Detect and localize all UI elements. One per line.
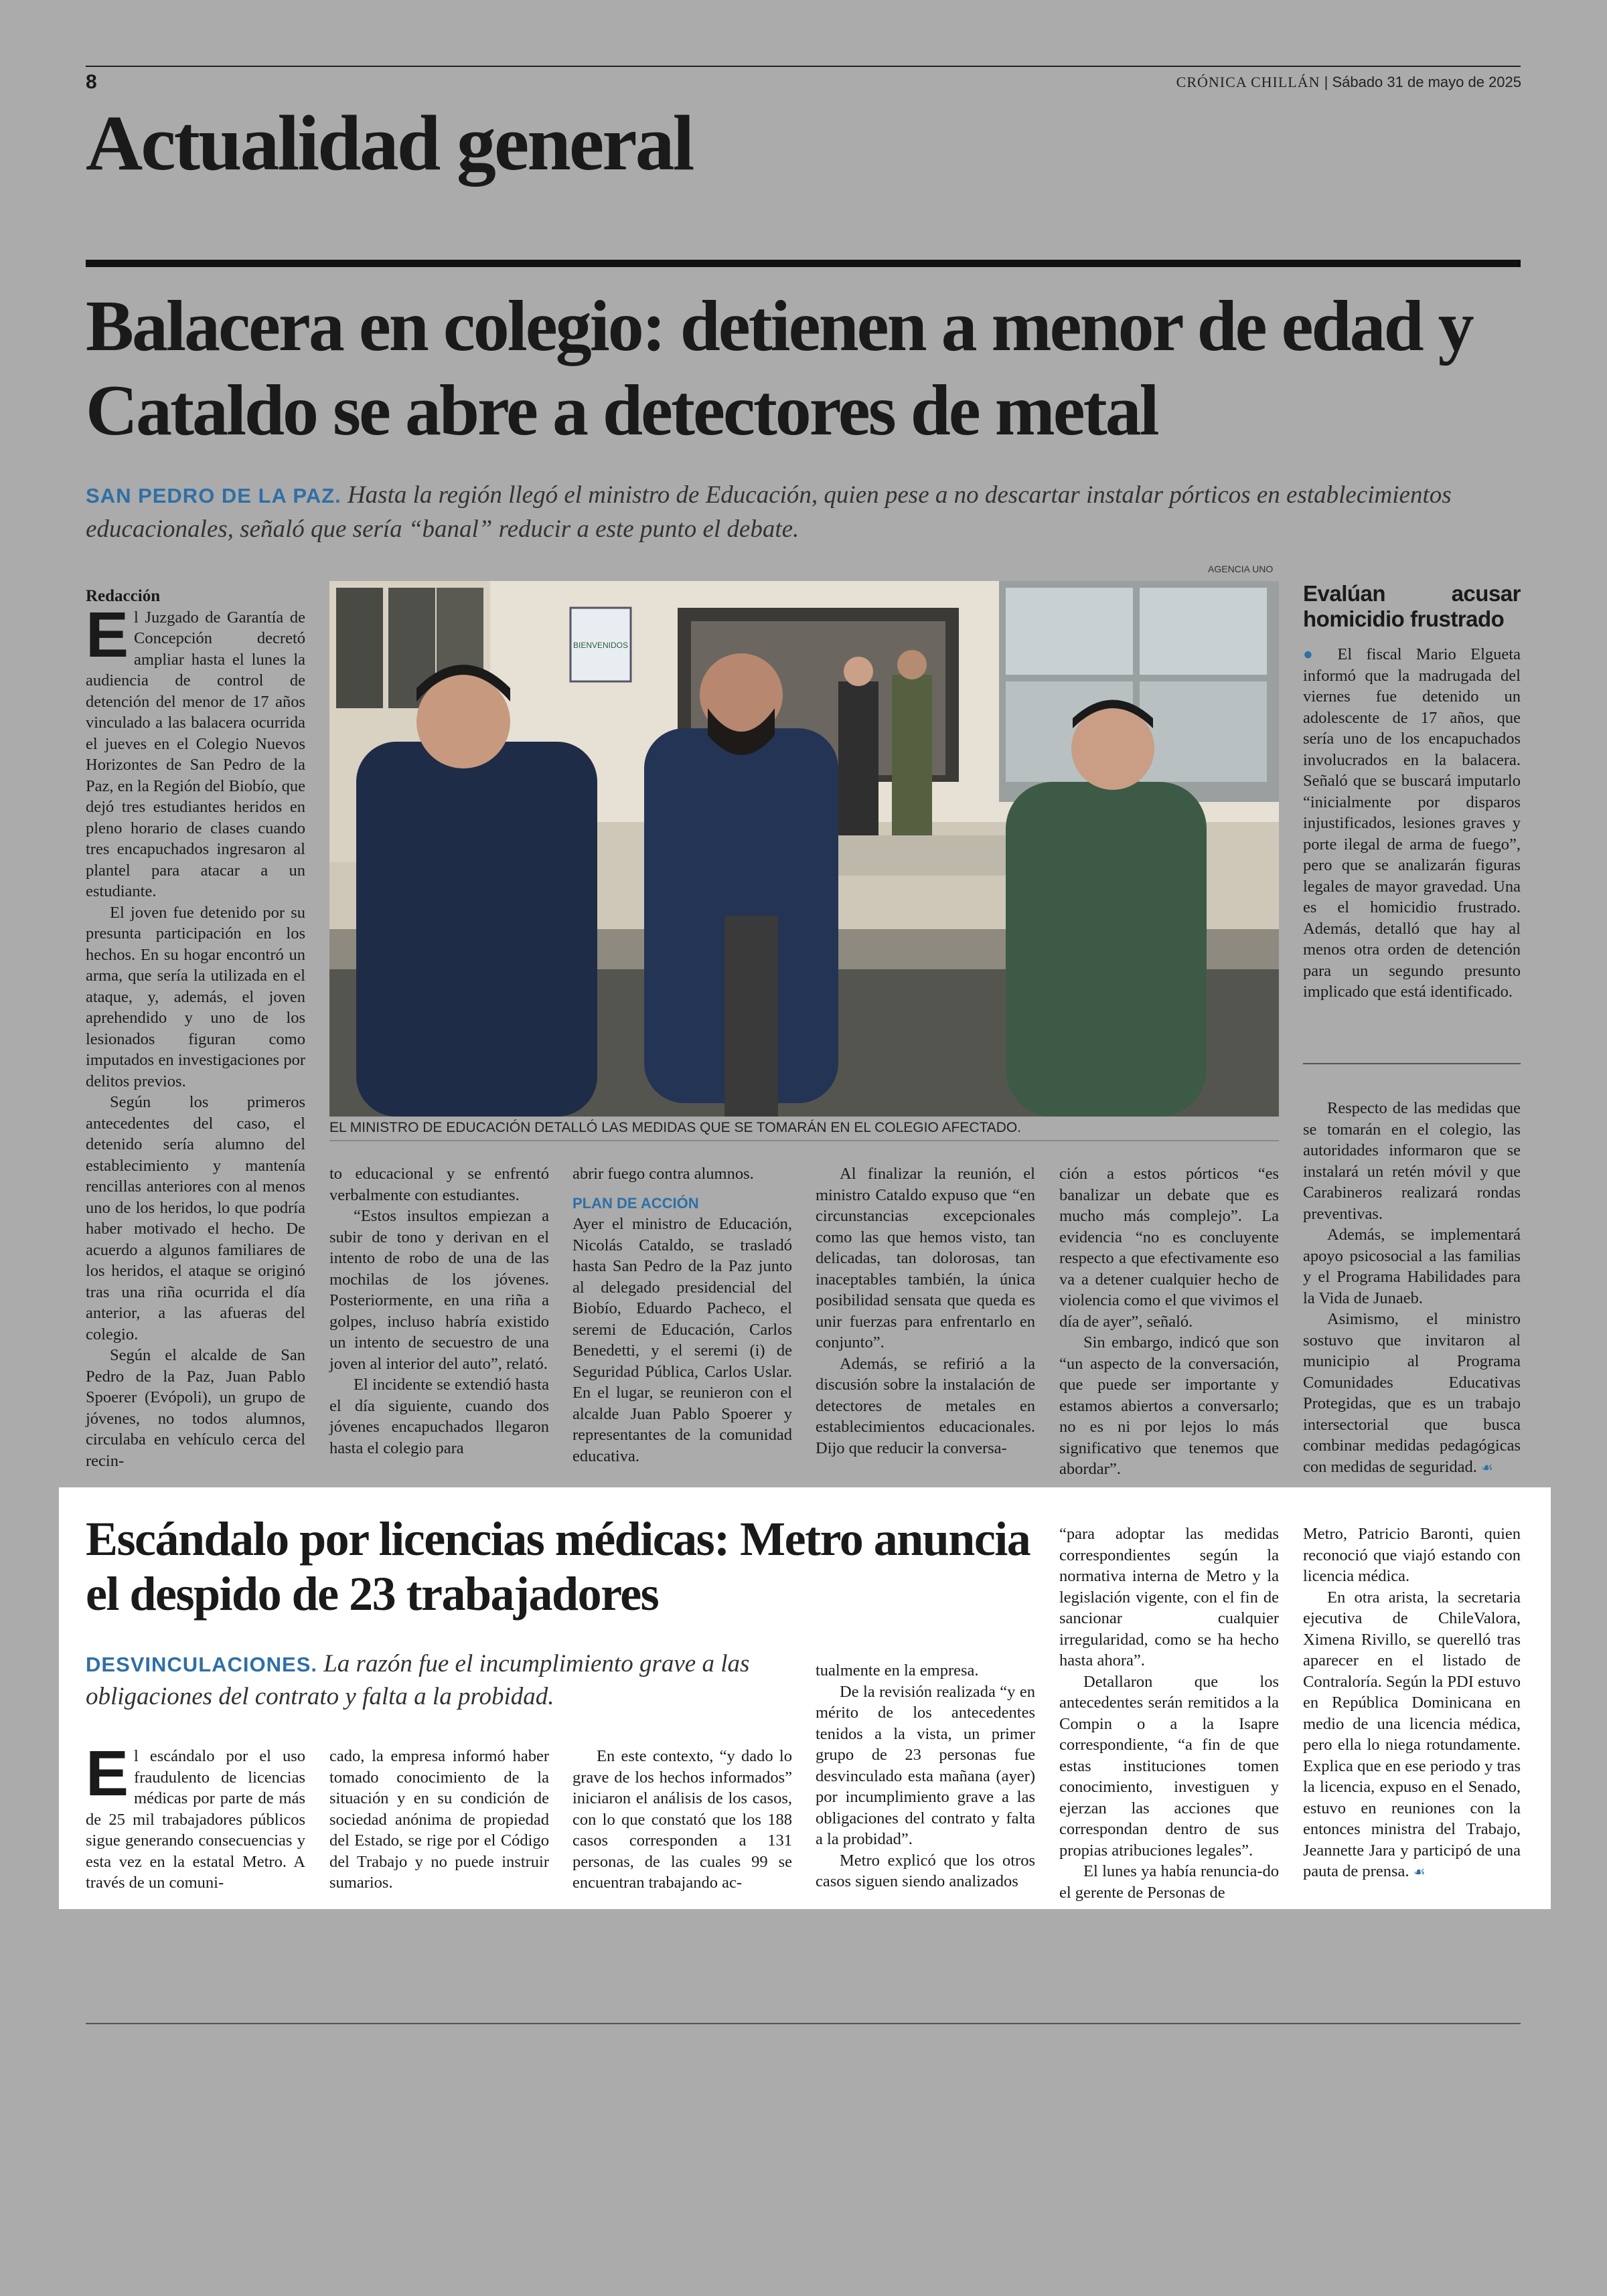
article2-paragraph: tualmente en la empresa. (816, 1661, 979, 1679)
article1-lead-paragraph (86, 598, 305, 902)
article2-kicker: DESVINCULACIONES. (86, 1653, 317, 1676)
publication-line: CRÓNICA CHILLÁN | Sábado 31 de mayo de 2025 (1176, 74, 1521, 90)
photo-illustration (329, 581, 1279, 1117)
article1-column-6 (1303, 1098, 1521, 1478)
article1-paragraph: Al finalizar la reunión, el ministro Cataldo expuso que “en circunstancias excepcionales como las que hemos visto, tan delicadas, tan dolorosas, tan inaceptables también, la única posibilidad sensata que queda es unir fuerzas para enfrentarlo en conjunto”. (816, 1165, 1035, 1351)
article1-paragraph: to educacional y se enfrentó verbalmente con estudiantes. (329, 1165, 549, 1204)
article1-paragraph: Además, se refirió a la discusión sobre la instalación de detectores de metales en establecimientos educacionales. Dijo que reducir la conversa- (816, 1354, 1035, 1457)
sidebar-text-block (1303, 644, 1521, 1003)
article1-column-3 (572, 1163, 792, 1467)
byline: Redacción (86, 587, 161, 605)
article2-headline: Escándalo por licencias médicas: Metro anuncia el despido de 23 trabajadores (86, 1512, 1030, 1621)
sidebar-title: Evalúan acusar homicidio frustrado (1303, 581, 1521, 631)
article2-deck (86, 1648, 782, 1713)
article1-photo (329, 581, 1279, 1117)
article2-deck-text: La razón fue el incumplimiento grave a las obligaciones del contrato y falta a la probidad. (86, 1650, 750, 1710)
article1-column-1 (86, 586, 305, 1471)
article1-paragraph: abrir fuego contra alumnos. (572, 1165, 754, 1183)
drop-cap: E (86, 1738, 129, 1809)
article1-deck-text: Hasta la región llegó el ministro de Educación, quien pese a no descartar instalar pórticos en establecimientos educacionales, señaló que sería “banal” reducir a este punto el debate. (86, 481, 1452, 543)
photo-caption: EL MINISTRO DE EDUCACIÓN DETALLÓ LAS MEDIDAS QUE SE TOMARÁN EN EL COLEGIO AFECTADO. (329, 1120, 1279, 1141)
article2-paragraph: De la revisión realizada “y en mérito de los antecedentes tenidos a la vista, un primer grupo de 23 personas fue desvinculado esta mañana (ayer) por incumplimiento grave a las obligaciones del contrato y falta a la probidad”. (816, 1682, 1035, 1848)
article1-paragraph: Ayer el ministro de Educación, Nicolás Cataldo, se trasladó hasta San Pedro de la Paz junto al delegado presidencial del Biobío, Eduardo Pacheco, el seremi de Educación, Carlos Benedetti, y el seremi (i) de Seguridad Pública, Carlos Uslar. En el lugar, se reunieron con el alcalde Juan Pablo Spoerer y representantes de la comunidad educativa. (572, 1215, 792, 1465)
article1-column-4 (816, 1163, 1035, 1459)
publication-date: Sábado 31 de mayo de 2025 (1332, 74, 1521, 90)
header-rule (86, 66, 1521, 67)
article1-column-5 (1059, 1163, 1279, 1480)
article2-paragraph: El lunes ya había renuncia-do el gerente de Personas de (1059, 1862, 1279, 1902)
section-title: Actualidad general (86, 99, 693, 187)
article1-paragraph: l Juzgado de Garantía de Concepción decretó ampliar hasta el lunes la audiencia de control de detención del menor de 17 años vinculado a las balacera ocurrida el jueves en el Colegio Nuevos Horizontes de San Pedro de la Paz, en la Región del Biobío, que dejó tres estudiantes heridos en pleno horario de clases cuando tres encapuchados ingresaron al plantel para atacar a un estudiante. (86, 608, 305, 900)
sidebar-text: El fiscal Mario Elgueta informó que la madrugada del viernes fue detenido un adolescente de 17 años, que sería uno de los encapuchados involucrados en la balacera. Señaló que se buscará imputarlo “inicialmente por disparos injustificados, lesiones graves y porte ilegal de arma de fuego”, pero que se analizarán figuras legales de mayor gravedad. Una es el homicidio frustrado. Además, detalló que hay al menos otra orden de detención para un segundo presunto implicado que está identificado. (1303, 645, 1521, 1001)
article2-column-6 (1303, 1524, 1521, 1883)
article2-paragraph: l escándalo por el uso fraudulento de licencias médicas por parte de más de 25 mil trabajadores públicos sigue generando consecuencias y esta vez en la estatal Metro. A través de un comuni- (86, 1747, 305, 1892)
article2-paragraph: En otra arista, la secretaria ejecutiva de ChileValora, Ximena Rivillo, se querelló tras aparecer en el listado de Contraloría. Según la PDI estuvo en República Dominicana en medio de una licencia médica, pero ella lo niega rotundamente. Explica que en ese periodo y tras la licencia, expuso en el Senado, estuvo en reuniones con la entonces ministra del Trabajo, Jeannette Jara y participó de una pauta de prensa. (1303, 1588, 1521, 1880)
article1-paragraph: “Estos insultos empiezan a subir de tono y derivan en el intento de robo de una de las mochilas de los jóvenes. Posteriormente, en una riña a golpes, incluso habría existido un intento de secuestro de una joven al interior del auto”, relató. (329, 1207, 549, 1373)
article1-paragraph: ción a estos pórticos “es banalizar un debate que es mucho más complejo”. La evidencia “no es concluyente respecto a que efectivamente eso va a detener cualquier hecho de violencia como el que vivimos el día de ayer”, señaló. (1059, 1165, 1279, 1331)
publication-name: CRÓNICA CHILLÁN (1176, 74, 1320, 90)
footer-rule (86, 2023, 1521, 2024)
article1-paragraph: Además, se implementará apoyo psicosocial a las familias y el Programa Habilidades para la Vida de Junaeb. (1303, 1226, 1521, 1307)
subhead-plan-de-accion: PLAN DE ACCIÓN (572, 1194, 699, 1212)
page-number: 8 (86, 71, 97, 93)
article1-paragraph: El incidente se extendió hasta el día siguiente, cuando dos jóvenes encapuchados llegaron hasta el colegio para (329, 1376, 549, 1457)
article1-paragraph: Asimismo, el ministro sostuvo que invitaron al municipio al Programa Comunidades Educativas Protegidas, que es un trabajo intersectorial que busca combinar medidas pedagógicas con medidas de seguridad. (1303, 1310, 1521, 1476)
article1-paragraph: Según los primeros antecedentes del caso, el detenido sería alumno del establecimiento y mantenía rencillas anteriores con al menos uno de los heridos, lo que podría haber motivado el hecho. De acuerdo a algunos familiares de los heridos, el ataque se originó tras una riña ocurrida el día anterior, a las afueras del colegio. (86, 1093, 305, 1343)
article2-lead-paragraph (86, 1738, 305, 1894)
article1-column-2 (329, 1163, 549, 1459)
article2-paragraph: cado, la empresa informó haber tomado conocimiento de la situación y en su condición de sociedad anónima de propiedad del Estado, se rige por el Código del Trabajo y no puede instruir sumarios. (329, 1747, 549, 1892)
photo-sign-text: BIENVENIDOS (572, 641, 629, 650)
article2-paragraph: Detallaron que los antecedentes serán remitidos a la Compin o a la Isapre correspondiente, “a fin de que estas instituciones tomen conocimiento, investiguen y ejerzan las acciones que correspondan dentro de sus propias atribuciones legales”. (1059, 1672, 1279, 1860)
drop-cap: E (86, 598, 129, 671)
article1-paragraph: El joven fue detenido por su presunta participación en los hechos. En su hogar encontró un arma, que sería la utilizada en el ataque, y, además, el joven aprehendido y uno de los lesionados figuran como imputados en investigaciones por delitos previos. (86, 903, 305, 1090)
article2-column-2 (329, 1746, 549, 1894)
article1-kicker: SAN PEDRO DE LA PAZ. (86, 484, 341, 507)
end-mark-icon: ☙ (1413, 1864, 1426, 1880)
article1-paragraph: Respecto de las medidas que se tomarán en el colegio, las autoridades informaron que se instalará un retén móvil y que Carabineros realizará rondas preventivas. (1303, 1099, 1521, 1223)
article2-paragraph: Metro, Patricio Baronti, quien reconoció que viajó estando con licencia médica. (1303, 1525, 1521, 1585)
sidebar-rule (1303, 1063, 1521, 1064)
sidebar (1303, 581, 1521, 1003)
article2-column-1 (86, 1738, 305, 1894)
bullet-icon: ● (1303, 645, 1324, 663)
end-mark-icon: ☙ (1481, 1459, 1493, 1475)
section-rule (86, 260, 1521, 267)
article1-paragraph-end (1303, 1309, 1521, 1478)
article2-paragraph: Metro explicó que los otros casos siguen siendo analizados (816, 1851, 1035, 1890)
article2-column-5 (1059, 1524, 1279, 1903)
article2-paragraph: “para adoptar las medidas correspondientes según la normativa interna de Metro y la legislación vigente, con el fin de sancionar cualquier irregularidad, como se ha hecho hasta ahora”. (1059, 1525, 1279, 1669)
article2-column-3 (572, 1746, 792, 1894)
article1-paragraph: Sin embargo, indicó que son “un aspecto de la conversación, que puede ser importante y estamos abiertos a conversarlo; no es ni por lejos lo más significativo que tenemos que abordar”. (1059, 1333, 1279, 1478)
article1-paragraph: Según el alcalde de San Pedro de la Paz, Juan Pablo Spoerer (Evópoli), un grupo de jóvenes, no todos alumnos, circulaba en vehículo cerca del recin- (86, 1346, 305, 1470)
article1-deck (86, 479, 1521, 546)
article2-paragraph-end (1303, 1587, 1521, 1883)
article2-paragraph: En este contexto, “y dado lo grave de los hechos informados” iniciaron el análisis de los casos, con lo que constató que los 188 casos corresponden a 131 personas, de las cuales 99 se encuentran trabajando ac- (572, 1747, 792, 1892)
article2-column-4 (816, 1660, 1035, 1892)
photo-credit: AGENCIA UNO (1208, 564, 1274, 574)
article1-headline: Balacera en colegio: detienen a menor de edad y Cataldo se abre a detectores de metal (86, 286, 1472, 450)
